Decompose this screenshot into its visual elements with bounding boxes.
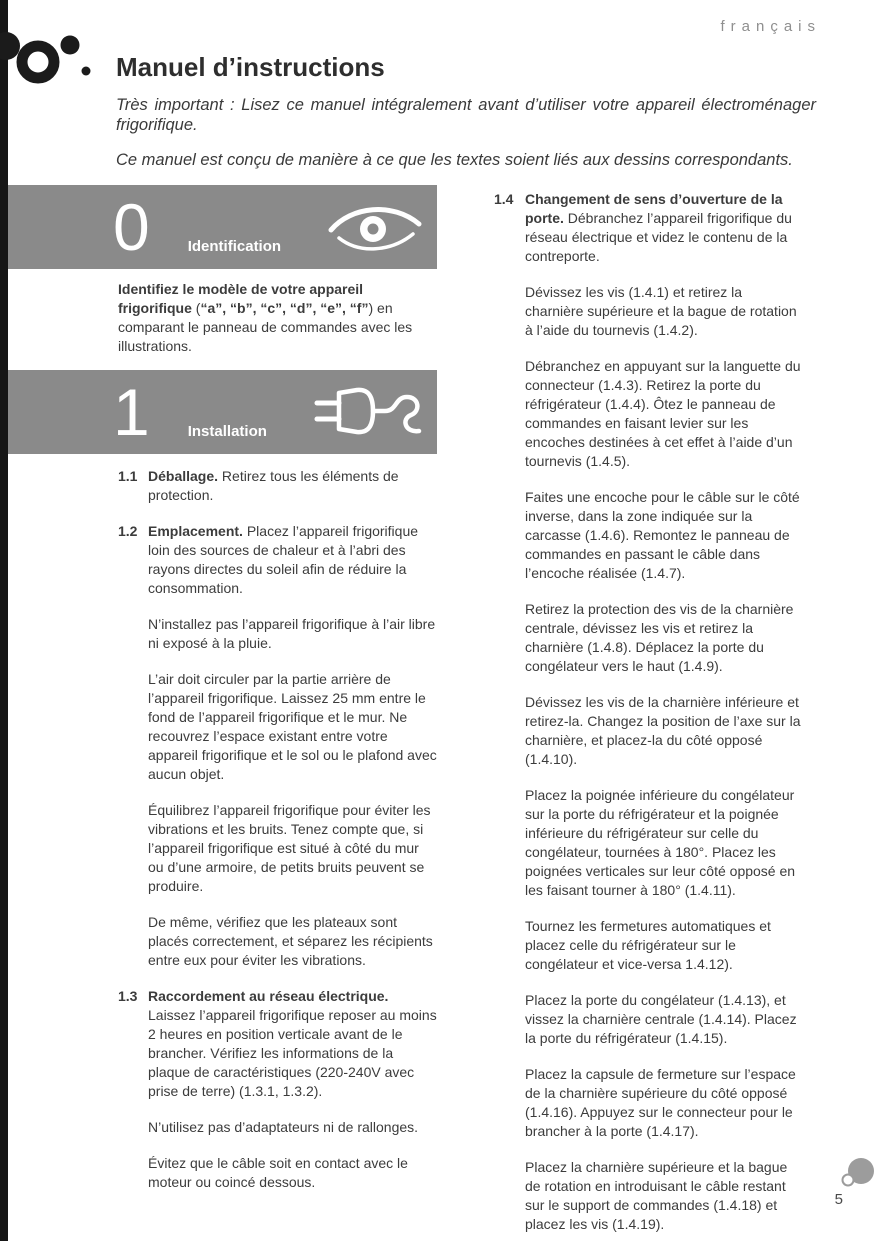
item-body-text: Tournez les fermetures automatiques et placez celle du réfrigérateur sur le congélateur et vice-versa 1.4.12). [525,918,771,972]
item-number: 1.4 [494,191,514,207]
left-column [0,185,437,1209]
item-number [494,1158,525,1234]
manual-item [118,670,437,784]
section-label: Installation [187,423,267,440]
item-body-text: L’air doit circuler par la partie arrière de l’appareil frigorifique. Laissez 25 mm entre le fond de l’appareil frigorifique et le mur. Ne recouvrez l’espace existant entre votre appareil frigorifique et le sol ou le plafond avec aucun objet. [148,671,437,782]
item-text [525,488,804,583]
manual-item [494,991,804,1048]
section-banner-identification [0,185,437,269]
manual-item [118,467,437,505]
manual-item [494,357,804,471]
item-body-text: Placez la porte du congélateur (1.4.13), et vissez la charnière centrale (1.4.14). Placez la porte du réfrigérateur (1.4.15). [525,992,797,1046]
item-body-text: De même, vérifiez que les plateaux sont placés correctement, et séparez les récipients entre eux pour éviter les vibrations. [148,914,433,968]
item-text [148,522,437,598]
item-text [525,917,804,974]
left-column-items [118,467,437,1192]
item-number [494,283,525,340]
corner-dot-icon [841,1156,875,1195]
item-text [148,1154,437,1192]
manual-item [494,1065,804,1141]
language-label: français [720,18,821,35]
page-title: Manuel d’instructions [116,52,385,82]
item-text [525,283,804,340]
item-text [525,1065,804,1141]
eye-icon [325,200,425,254]
item-body-text: Retirez tous les éléments de protection. [148,468,399,503]
manual-item [494,917,804,974]
manual-item [118,615,437,653]
item-body-text: Placez l’appareil frigorifique loin des sources de chaleur et à l’abri des rayons directes du soleil afin de réduire la consommation. [148,523,419,596]
item-body-text: Évitez que le câble soit en contact avec le moteur ou coincé dessous. [148,1155,408,1190]
item-bold-lead: Déballage. [148,468,219,484]
page-edge-bar [0,0,8,1241]
identification-rest: ) en comparant le panneau de commandes avec les illustrations. [118,300,413,354]
item-body-text: Laissez l’appareil frigorifique reposer au moins 2 heures en position verticale avant de le brancher. Vérifiez les informations de la plaque de caractéristiques (220-240V avec prise de terre) (1.3.1, 1.3.2). [148,1007,437,1099]
item-bold-lead: Raccordement au réseau électrique. [148,988,389,1004]
manual-item [118,1118,437,1137]
item-number: 1.1 [118,468,138,484]
manual-item [494,693,804,769]
item-number [494,357,525,471]
item-text [525,786,804,900]
intro-paragraph-note: Ce manuel est conçu de manière à ce que les textes soient liés aux dessins correspondants. [116,151,793,169]
right-column [494,190,804,1241]
manual-item [118,987,437,1101]
manual-item [494,283,804,340]
item-body-text: Débranchez en appuyant sur la languette du connecteur (1.4.3). Retirez la porte du réfrigérateur (1.4.4). Ôtez le panneau de commandes en faisant levier sur les encoches destinées à cet effet à l’aide d’un tournevis (1.4.5). [525,358,801,469]
item-number [494,488,525,583]
item-bold-lead: Changement de sens d’ouverture de la porte. [525,191,783,226]
item-number: 1.2 [118,523,138,539]
item-number [494,1065,525,1141]
item-number [118,913,148,970]
identification-model-letters: “a”, “b”, “c”, “d”, “e”, “f” [200,300,369,316]
item-number [494,693,525,769]
item-number [118,670,148,784]
item-text [148,670,437,784]
item-text [525,1158,804,1234]
item-text [148,1118,437,1137]
manual-item [118,801,437,896]
item-number [494,917,525,974]
item-bold-lead: Emplacement. [148,523,243,539]
item-body-text: Placez la charnière supérieure et la bague de rotation en introduisant le câble restant sur le support de commandes (1.4.18) et placez les vis (1.4.19). [525,1159,788,1232]
item-body-text: Équilibrez l’appareil frigorifique pour éviter les vibrations et les bruits. Tenez compte que, si l’appareil frigorifique est situé à côté du mur ou d’une armoire, de petits bruits peuvent se produire. [148,802,431,894]
intro-paragraph-important: Très important : Lisez ce manuel intégralement avant d’utiliser votre appareil électroménager frigorifique. [116,96,816,134]
item-text [525,600,804,676]
item-number [118,1118,148,1137]
manual-item [494,600,804,676]
brand-logo-icon [0,18,100,103]
item-body-text: Placez la capsule de fermeture sur l’espace de la charnière supérieure du côté opposé (1.4.16). Appuyez sur le connecteur pour le brancher à la porte (1.4.17). [525,1066,796,1139]
item-body-text: Dévissez les vis (1.4.1) et retirez la charnière supérieure et la bague de rotation à l’aide du tournevis (1.4.2). [525,284,797,338]
item-body-text: Placez la poignée inférieure du congélateur sur la porte du réfrigérateur et la poignée inférieure du réfrigérateur sur celle du congélateur, tournées à 180°. Placez les poignées verticales sur leur côté opposé en les faisant tourner à 180° (1.4.11). [525,787,796,898]
item-text [148,615,437,653]
item-body-text: N’utilisez pas d’adaptateurs ni de rallonges. [148,1119,419,1135]
item-number [494,786,525,900]
section-number: 1 [113,375,150,449]
item-number [118,615,148,653]
right-column-items [494,190,804,1234]
section-number: 0 [113,190,150,264]
manual-item [494,786,804,900]
manual-item [118,913,437,970]
section-banner-installation [0,370,437,454]
item-text [525,190,804,266]
manual-item [494,190,804,266]
item-body-text: Débranchez l’appareil frigorifique du réseau électrique et videz le contenu de la contreporte. [525,210,792,264]
item-body-text: Retirez la protection des vis de la charnière centrale, dévissez les vis et retirez la charnière (1.4.8). Déplacez la porte du congélateur vers le haut (1.4.9). [525,601,794,674]
item-number: 1.3 [118,988,138,1004]
manual-item [494,1158,804,1234]
item-text [525,991,804,1048]
manual-item [118,522,437,598]
identification-paragraph [118,280,440,356]
manual-item [118,1154,437,1192]
item-text [148,467,437,505]
manual-item [494,488,804,583]
item-text [148,801,437,896]
section-label: Identification [187,238,282,255]
item-number [494,991,525,1048]
item-body-text: Faites une encoche pour le câble sur le côté inverse, dans la zone indiquée sur la carcasse (1.4.6). Remontez le panneau de commandes en passant le câble dans l’encoche réalisée (1.4.7). [525,489,800,581]
identification-bold-lead: Identifiez le modèle de votre appareil frigorifique [118,281,364,316]
item-text [525,357,804,471]
item-number [494,600,525,676]
identification-pre: ( [191,300,201,316]
item-number [118,801,148,896]
item-number [118,1154,148,1192]
item-text [148,987,437,1101]
page-number: 5 [834,1191,843,1208]
item-text [525,693,804,769]
plug-icon [313,381,425,443]
item-body-text: Dévissez les vis de la charnière inférieure et retirez-la. Changez la position de l’axe sur la charnière, et placez-la du côté opposé (1.4.10). [525,694,801,767]
item-body-text: N’installez pas l’appareil frigorifique à l’air libre ni exposé à la pluie. [148,616,436,651]
item-text [148,913,437,970]
